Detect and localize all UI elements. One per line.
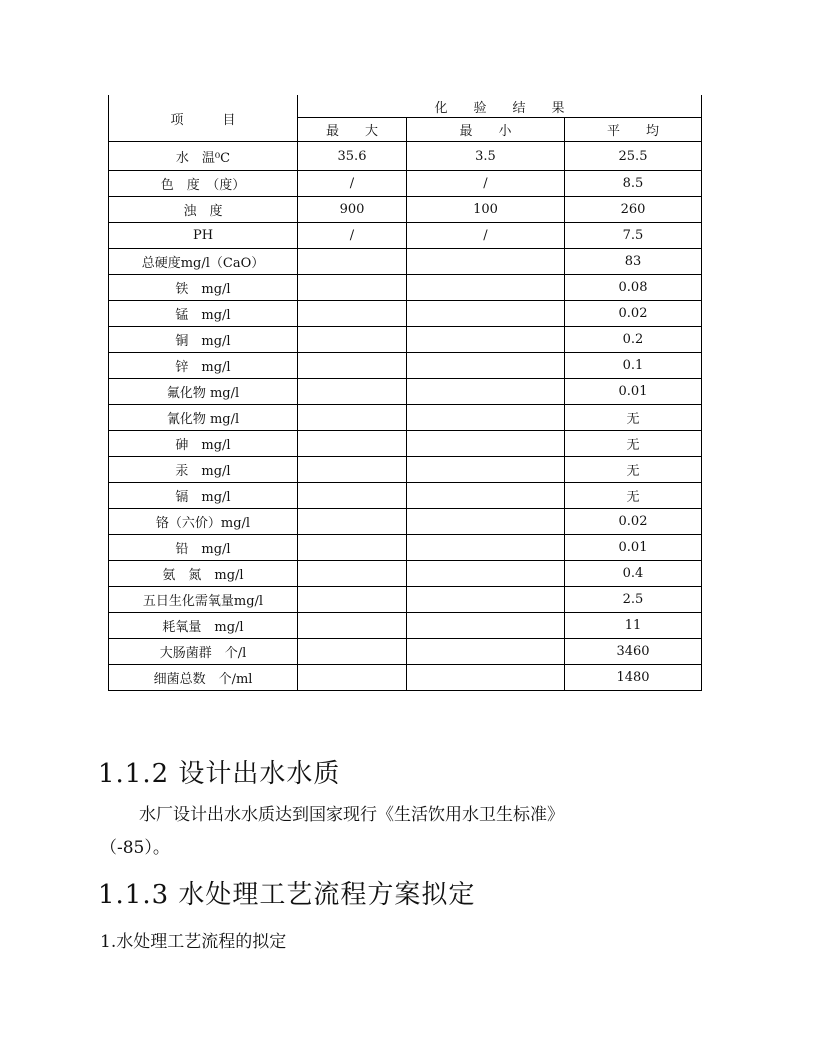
cell-max (298, 379, 407, 405)
table-row (109, 587, 702, 613)
cell-avg: 25.5 (565, 142, 702, 171)
cell-item: 色 度 （度） (109, 171, 298, 197)
cell-item: 砷 mg/l (109, 431, 298, 457)
table-row (109, 171, 702, 197)
cell-avg: 0.4 (565, 561, 702, 587)
header-min: 最 小 (407, 118, 565, 142)
table-row (109, 431, 702, 457)
cell-item: 铁 mg/l (109, 275, 298, 301)
cell-avg: 无 (565, 457, 702, 483)
table-row (109, 457, 702, 483)
cell-max: 900 (298, 197, 407, 223)
table-row (109, 639, 702, 665)
subsection-heading-1: 1.水处理工艺流程的拟定 (100, 932, 287, 952)
header-avg: 平 均 (565, 118, 702, 142)
cell-avg: 260 (565, 197, 702, 223)
cell-item: 浊 度 (109, 197, 298, 223)
table-row (109, 379, 702, 405)
table-row (109, 613, 702, 639)
cell-item: 耗氧量 mg/l (109, 613, 298, 639)
cell-avg: 无 (565, 431, 702, 457)
table-row (109, 353, 702, 379)
section-heading-1-1-3: 1.1.3 水处理工艺流程方案拟定 (98, 880, 476, 910)
cell-min: 3.5 (407, 142, 565, 171)
cell-item: 镉 mg/l (109, 483, 298, 509)
cell-min (407, 483, 565, 509)
cell-item: 氟化物 mg/l (109, 379, 298, 405)
cell-max (298, 353, 407, 379)
section-1-1-2-paragraph-line-1: 水厂设计出水水质达到国家现行《生活饮用水卫生标准》 (139, 805, 564, 825)
cell-avg: 8.5 (565, 171, 702, 197)
cell-item: 大肠菌群 个/l (109, 639, 298, 665)
cell-max: / (298, 223, 407, 249)
cell-min (407, 665, 565, 691)
cell-item: 水 温⁰C (109, 142, 298, 171)
cell-max (298, 639, 407, 665)
cell-item: 五日生化需氧量mg/l (109, 587, 298, 613)
cell-avg: 0.08 (565, 275, 702, 301)
cell-max (298, 561, 407, 587)
header-test-results: 化 验 结 果 (298, 95, 702, 118)
cell-max (298, 535, 407, 561)
cell-max (298, 301, 407, 327)
cell-max (298, 405, 407, 431)
cell-min (407, 301, 565, 327)
table-row (109, 142, 702, 171)
water-quality-table (108, 95, 702, 691)
cell-avg: 7.5 (565, 223, 702, 249)
section-heading-1-1-2: 1.1.2 设计出水水质 (98, 759, 341, 789)
cell-item: PH (109, 223, 298, 249)
cell-min (407, 613, 565, 639)
cell-avg: 0.1 (565, 353, 702, 379)
table-row (109, 665, 702, 691)
table-row (109, 327, 702, 353)
cell-max (298, 509, 407, 535)
table-row (109, 249, 702, 275)
cell-min (407, 535, 565, 561)
cell-avg: 0.01 (565, 379, 702, 405)
cell-item: 锌 mg/l (109, 353, 298, 379)
cell-avg: 1480 (565, 665, 702, 691)
cell-min: / (407, 223, 565, 249)
cell-min (407, 509, 565, 535)
cell-min: 100 (407, 197, 565, 223)
table-row (109, 561, 702, 587)
cell-min (407, 587, 565, 613)
cell-avg: 3460 (565, 639, 702, 665)
table-header-row-1 (109, 95, 702, 118)
cell-item: 氰化物 mg/l (109, 405, 298, 431)
section-1-1-2-paragraph-line-2: （-85）。 (100, 838, 170, 858)
cell-max (298, 457, 407, 483)
cell-avg: 0.2 (565, 327, 702, 353)
cell-max (298, 249, 407, 275)
cell-max (298, 665, 407, 691)
cell-item: 总硬度mg/l（CaO） (109, 249, 298, 275)
table-row (109, 197, 702, 223)
cell-avg: 0.02 (565, 509, 702, 535)
cell-avg: 0.02 (565, 301, 702, 327)
table-row (109, 483, 702, 509)
cell-min (407, 457, 565, 483)
cell-max (298, 587, 407, 613)
cell-avg: 11 (565, 613, 702, 639)
cell-max (298, 327, 407, 353)
cell-max: / (298, 171, 407, 197)
cell-avg: 0.01 (565, 535, 702, 561)
cell-max (298, 483, 407, 509)
cell-item: 氨 氮 mg/l (109, 561, 298, 587)
header-max: 最 大 (298, 118, 407, 142)
cell-item: 锰 mg/l (109, 301, 298, 327)
cell-item: 铜 mg/l (109, 327, 298, 353)
header-item: 项 目 (109, 95, 298, 142)
table-row (109, 275, 702, 301)
cell-max: 35.6 (298, 142, 407, 171)
cell-min (407, 379, 565, 405)
cell-item: 铬（六价）mg/l (109, 509, 298, 535)
cell-min (407, 249, 565, 275)
table-row (109, 405, 702, 431)
cell-avg: 无 (565, 483, 702, 509)
cell-min (407, 431, 565, 457)
cell-min: / (407, 171, 565, 197)
table-row (109, 301, 702, 327)
table-row (109, 223, 702, 249)
cell-avg: 83 (565, 249, 702, 275)
table-row (109, 509, 702, 535)
cell-avg: 2.5 (565, 587, 702, 613)
cell-min (407, 275, 565, 301)
cell-avg: 无 (565, 405, 702, 431)
cell-max (298, 431, 407, 457)
cell-min (407, 405, 565, 431)
table-row (109, 535, 702, 561)
cell-min (407, 639, 565, 665)
cell-item: 汞 mg/l (109, 457, 298, 483)
cell-min (407, 353, 565, 379)
cell-item: 铅 mg/l (109, 535, 298, 561)
cell-max (298, 613, 407, 639)
cell-min (407, 561, 565, 587)
cell-min (407, 327, 565, 353)
cell-item: 细菌总数 个/ml (109, 665, 298, 691)
cell-max (298, 275, 407, 301)
